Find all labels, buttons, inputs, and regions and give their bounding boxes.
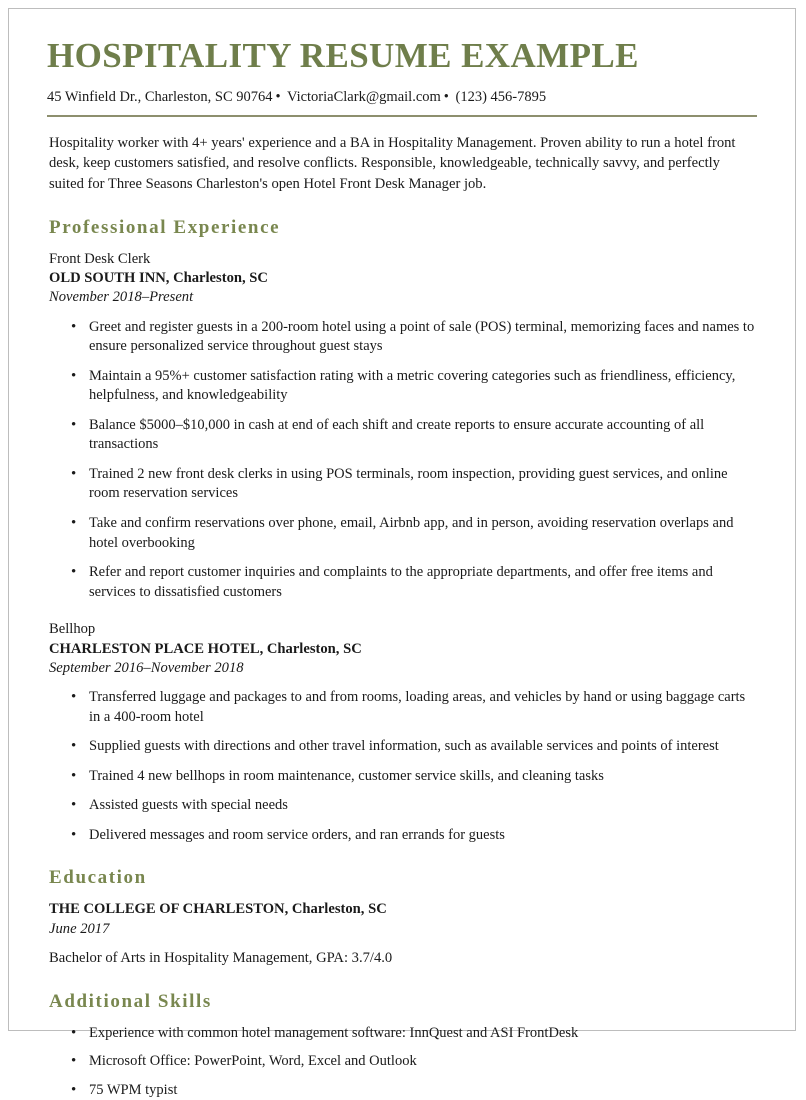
experience-entry <box>47 620 757 845</box>
contact-line <box>47 88 757 107</box>
resume-document <box>9 9 795 1100</box>
resume-page <box>8 8 796 1098</box>
list-item: • Microsoft Office: PowerPoint, Word, Excel and Outlook <box>47 1052 757 1072</box>
contact-address: 45 Winfield Dr., Charleston, SC 90764 <box>47 88 273 105</box>
list-item: • Trained 2 new front desk clerks in using POS terminals, room inspection, providing guest services, and online room reservation services <box>47 465 757 504</box>
job-header <box>49 620 757 678</box>
job-company: OLD SOUTH INN, Charleston, SC <box>49 270 268 287</box>
list-item: • Experience with common hotel management software: InnQuest and ASI FrontDesk <box>47 1024 757 1044</box>
education-date: June 2017 <box>49 920 110 937</box>
job-bullet-list <box>47 688 757 845</box>
header-divider <box>47 115 757 117</box>
list-item: • Balance $5000–$10,000 in cash at end of each shift and create reports to ensure accurate accounting of all transactions <box>47 416 757 455</box>
contact-email[interactable]: VictoriaClark@gmail.com <box>286 88 441 105</box>
list-item: • Trained 4 new bellhops in room maintenance, customer service skills, and cleaning tasks <box>47 767 757 787</box>
job-dates: November 2018–Present <box>49 289 194 306</box>
page-title: HOSPITALITY RESUME EXAMPLE <box>47 36 639 75</box>
section-education <box>47 867 757 968</box>
list-item: • Take and confirm reservations over phone, email, Airbnb app, and in person, avoiding reservation overlaps and hotel overbooking <box>47 514 757 553</box>
list-item: • Delivered messages and room service orders, and ran errands for guests <box>47 826 757 846</box>
job-header <box>49 250 757 308</box>
section-heading-experience: Professional Experience <box>49 216 281 238</box>
job-dates: September 2016–November 2018 <box>49 659 244 676</box>
experience-entry <box>47 250 757 603</box>
contact-phone: (123) 456-7895 <box>455 88 547 105</box>
section-heading-education: Education <box>49 867 147 889</box>
section-additional-skills <box>47 991 757 1100</box>
section-heading-skills: Additional Skills <box>49 990 212 1012</box>
job-title: Front Desk Clerk <box>49 250 151 267</box>
list-item: • 75 WPM typist <box>47 1081 757 1100</box>
job-company: CHARLESTON PLACE HOTEL, Charleston, SC <box>49 640 362 657</box>
education-school: THE COLLEGE OF CHARLESTON, Charleston, SC <box>49 901 387 918</box>
list-item: • Transferred luggage and packages to and from rooms, loading areas, and vehicles by hand or using baggage carts in a 400-room hotel <box>47 688 757 727</box>
education-degree: Bachelor of Arts in Hospitality Management, GPA: 3.7/4.0 <box>49 950 393 967</box>
list-item: • Supplied guests with directions and other travel information, such as available services and points of interest <box>47 737 757 757</box>
list-item: • Maintain a 95%+ customer satisfaction rating with a metric covering categories such as friendliness, efficiency, helpfulness, and knowledgeability <box>47 367 757 406</box>
job-bullet-list <box>47 318 757 603</box>
list-item: • Refer and report customer inquiries and complaints to the appropriate departments, and offer free items and services to dissatisfied customers <box>47 563 757 602</box>
list-item: • Greet and register guests in a 200-room hotel using a point of sale (POS) terminal, memorizing faces and names to ensure personalized service throughout guest stays <box>47 318 757 357</box>
section-professional-experience <box>47 217 757 846</box>
job-title: Bellhop <box>49 621 96 638</box>
list-item: • Assisted guests with special needs <box>47 796 757 816</box>
contact-separator-1: • <box>275 88 281 105</box>
summary-paragraph: Hospitality worker with 4+ years' experience and a BA in Hospitality Management. Proven ability to run a hotel front desk, keep customers satisfied, and resolve conflicts. Responsible, knowledgeable, technically savvy, and perfectly suited for Three Seasons Charleston's open Hotel Front Desk Manager job. <box>49 134 736 193</box>
contact-separator-2: • <box>443 88 449 105</box>
skills-bullet-list <box>47 1024 757 1100</box>
